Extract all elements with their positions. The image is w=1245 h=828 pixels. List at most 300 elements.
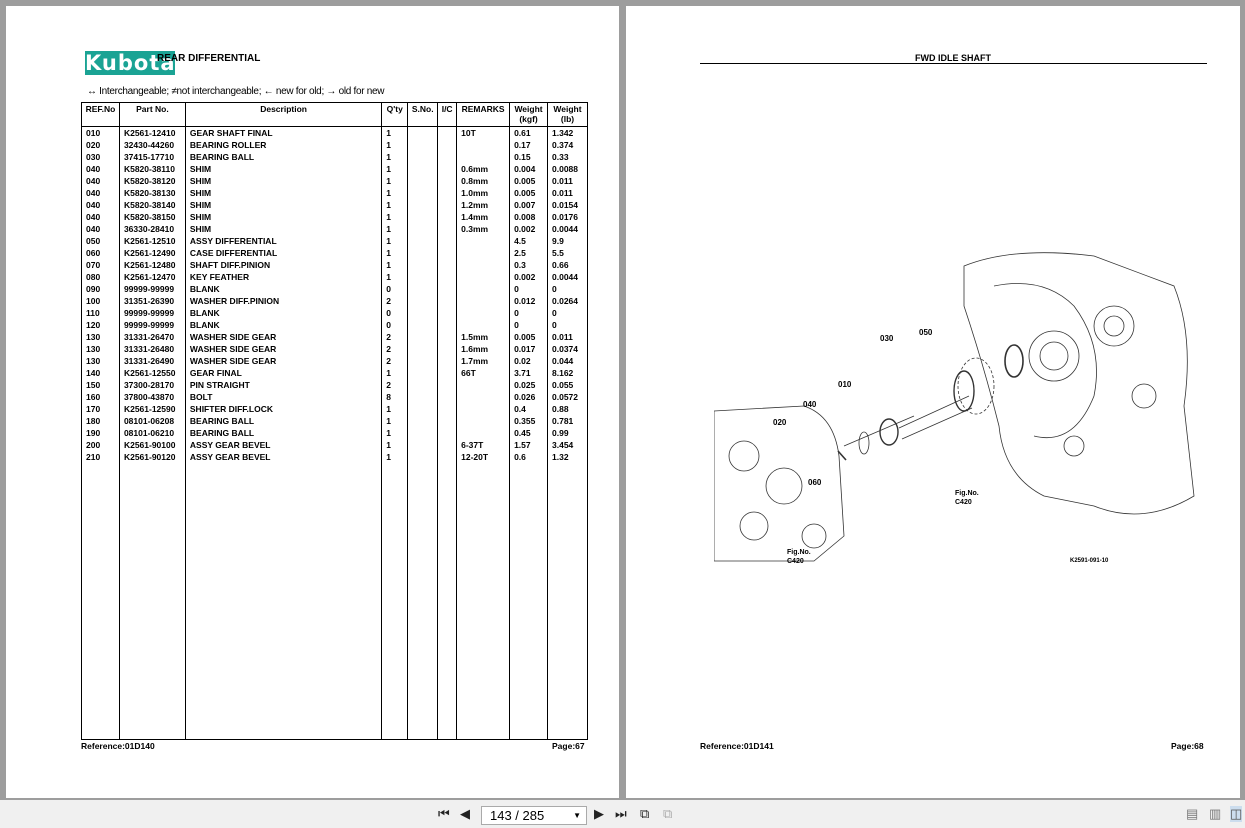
table-cell [408, 439, 438, 451]
empty-cell [438, 463, 457, 740]
table-cell: 1 [382, 235, 408, 247]
table-cell [408, 151, 438, 163]
table-row [82, 427, 588, 439]
table-row [82, 139, 588, 151]
exploded-diagram [714, 246, 1234, 576]
table-row [82, 223, 588, 235]
page-title: REAR DIFFERENTIAL [157, 53, 261, 64]
table-cell: 080 [82, 271, 120, 283]
table-cell [438, 127, 457, 140]
callout-020: 020 [773, 418, 787, 427]
table-cell: 210 [82, 451, 120, 463]
table-cell: 1.57 [510, 439, 548, 451]
table-cell [438, 403, 457, 415]
table-cell: 0 [548, 283, 588, 295]
table-row [82, 271, 588, 283]
table-cell [457, 403, 510, 415]
table-row [82, 163, 588, 175]
table-cell: 0.17 [510, 139, 548, 151]
table-cell: K2561-12550 [119, 367, 185, 379]
table-cell: 0.025 [510, 379, 548, 391]
table-cell [438, 175, 457, 187]
table-cell: 8.162 [548, 367, 588, 379]
table-cell: BEARING ROLLER [185, 139, 381, 151]
table-cell: K2561-12490 [119, 247, 185, 259]
empty-cell [185, 463, 381, 740]
table-row [82, 235, 588, 247]
table-cell: 0.005 [510, 187, 548, 199]
table-cell: 12-20T [457, 451, 510, 463]
table-cell: 0.374 [548, 139, 588, 151]
table-cell: 0.011 [548, 175, 588, 187]
table-cell: 0.002 [510, 223, 548, 235]
table-cell [408, 451, 438, 463]
table-cell [438, 259, 457, 271]
table-cell: 0.002 [510, 271, 548, 283]
table-cell [408, 295, 438, 307]
first-page-icon[interactable]: ⏮ [438, 806, 450, 821]
table-row [82, 247, 588, 259]
table-cell [438, 451, 457, 463]
table-cell: K2561-90100 [119, 439, 185, 451]
table-cell: 1 [382, 439, 408, 451]
kubota-logo: Kubota [85, 51, 176, 75]
table-cell [438, 355, 457, 367]
table-cell [408, 271, 438, 283]
table-cell: 0.008 [510, 211, 548, 223]
table-cell [457, 271, 510, 283]
table-cell: 0.011 [548, 187, 588, 199]
empty-cell [408, 463, 438, 740]
reference: Reference:01D140 [81, 741, 155, 751]
table-cell: 2 [382, 295, 408, 307]
column-header: Description [185, 103, 381, 127]
table-cell [457, 427, 510, 439]
table-cell: 050 [82, 235, 120, 247]
table-cell: K5820-38130 [119, 187, 185, 199]
table-cell [408, 379, 438, 391]
table-cell: CASE DIFFERENTIAL [185, 247, 381, 259]
table-cell: SHIM [185, 187, 381, 199]
fit-width-icon[interactable]: ⧉ [663, 806, 673, 821]
table-cell: K5820-38140 [119, 199, 185, 211]
table-cell: K2561-12510 [119, 235, 185, 247]
table-cell: 0.017 [510, 343, 548, 355]
table-cell: 1 [382, 403, 408, 415]
table-cell: SHIM [185, 175, 381, 187]
table-cell [438, 151, 457, 163]
table-row [82, 439, 588, 451]
table-cell: 1 [382, 415, 408, 427]
empty-cell [548, 463, 588, 740]
table-cell: 200 [82, 439, 120, 451]
table-cell: 2 [382, 379, 408, 391]
table-cell: 030 [82, 151, 120, 163]
table-row [82, 451, 588, 463]
table-cell: 1 [382, 367, 408, 379]
table-cell [438, 163, 457, 175]
next-page-icon[interactable]: ▶ [594, 806, 604, 821]
column-header: Part No. [119, 103, 185, 127]
table-cell: 31331-26470 [119, 331, 185, 343]
table-cell: SHIM [185, 223, 381, 235]
table-cell: 170 [82, 403, 120, 415]
table-cell: 1 [382, 259, 408, 271]
table-cell: 37415-17710 [119, 151, 185, 163]
column-header: REF.No [82, 103, 120, 127]
table-row [82, 295, 588, 307]
last-page-icon[interactable]: ⏭ [615, 806, 627, 821]
table-cell: 0.005 [510, 331, 548, 343]
table-cell: 0.005 [510, 175, 548, 187]
table-cell [457, 247, 510, 259]
table-cell: 1 [382, 187, 408, 199]
table-cell: 0.0572 [548, 391, 588, 403]
table-cell: 1.32 [548, 451, 588, 463]
table-cell: 0.0154 [548, 199, 588, 211]
table-cell [408, 235, 438, 247]
table-cell: 0.99 [548, 427, 588, 439]
table-cell: K5820-38150 [119, 211, 185, 223]
fit-page-icon[interactable]: ⧉ [640, 806, 650, 821]
table-cell: 040 [82, 163, 120, 175]
table-cell [457, 283, 510, 295]
table-cell: SHAFT DIFF.PINION [185, 259, 381, 271]
table-cell [408, 139, 438, 151]
table-cell: BEARING BALL [185, 427, 381, 439]
table-cell [408, 355, 438, 367]
table-cell: 1 [382, 451, 408, 463]
table-row [82, 307, 588, 319]
table-cell [438, 439, 457, 451]
table-cell: 1.4mm [457, 211, 510, 223]
column-header: Weight (lb) [548, 103, 588, 127]
table-cell: 0.66 [548, 259, 588, 271]
table-cell: 0 [382, 319, 408, 331]
table-cell: 99999-99999 [119, 283, 185, 295]
table-cell: 0.0374 [548, 343, 588, 355]
table-cell [408, 283, 438, 295]
table-cell [438, 139, 457, 151]
page-selector[interactable] [481, 806, 587, 825]
table-cell: 0 [548, 307, 588, 319]
table-cell: BLANK [185, 319, 381, 331]
table-cell: 1.5mm [457, 331, 510, 343]
table-cell: 99999-99999 [119, 307, 185, 319]
table-cell: 1 [382, 427, 408, 439]
column-header: I/C [438, 103, 457, 127]
column-header: Q'ty [382, 103, 408, 127]
table-cell: 120 [82, 319, 120, 331]
table-cell: 10T [457, 127, 510, 140]
table-cell: 0.026 [510, 391, 548, 403]
table-cell: 0 [382, 307, 408, 319]
table-cell: 2 [382, 355, 408, 367]
table-cell [438, 391, 457, 403]
table-cell: 0.6mm [457, 163, 510, 175]
table-cell: 4.5 [510, 235, 548, 247]
table-cell: 37800-43870 [119, 391, 185, 403]
table-cell: 0.007 [510, 199, 548, 211]
table-cell: 090 [82, 283, 120, 295]
table-cell: SHIM [185, 199, 381, 211]
table-cell: 0 [382, 283, 408, 295]
table-cell: 31331-26480 [119, 343, 185, 355]
page-number: Page:67 [552, 741, 585, 751]
table-cell: K2561-12410 [119, 127, 185, 140]
table-cell [408, 199, 438, 211]
table-cell: ASSY DIFFERENTIAL [185, 235, 381, 247]
table-cell: 190 [82, 427, 120, 439]
table-row [82, 259, 588, 271]
table-row [82, 415, 588, 427]
table-cell [438, 379, 457, 391]
table-cell: 1.2mm [457, 199, 510, 211]
table-cell: 1.7mm [457, 355, 510, 367]
table-cell: 020 [82, 139, 120, 151]
table-cell [457, 151, 510, 163]
callout-060: 060 [808, 478, 822, 487]
table-cell: 0.055 [548, 379, 588, 391]
page-indicator: 143 / 285 [490, 808, 545, 823]
table-row [82, 403, 588, 415]
table-cell [457, 307, 510, 319]
table-cell: 08101-06210 [119, 427, 185, 439]
table-cell [408, 307, 438, 319]
callout-050: 050 [919, 328, 933, 337]
table-cell [408, 343, 438, 355]
reference: Reference:01D141 [700, 741, 774, 751]
table-cell [408, 403, 438, 415]
table-cell [408, 331, 438, 343]
column-header: S.No. [408, 103, 438, 127]
table-row [82, 127, 588, 140]
table-cell: 0.6 [510, 451, 548, 463]
table-cell [438, 307, 457, 319]
table-cell: 160 [82, 391, 120, 403]
continuous-view-icon[interactable]: ▥ [1209, 806, 1222, 821]
table-cell: 6-37T [457, 439, 510, 451]
table-cell: 130 [82, 331, 120, 343]
table-cell: WASHER DIFF.PINION [185, 295, 381, 307]
table-cell [438, 187, 457, 199]
table-cell: 1.0mm [457, 187, 510, 199]
table-cell: K2561-90120 [119, 451, 185, 463]
table-cell: GEAR FINAL [185, 367, 381, 379]
table-cell: SHIM [185, 163, 381, 175]
table-cell [408, 127, 438, 140]
table-cell: 1 [382, 199, 408, 211]
table-cell [457, 415, 510, 427]
table-cell: K2561-12470 [119, 271, 185, 283]
table-row [82, 367, 588, 379]
table-cell: 010 [82, 127, 120, 140]
table-cell: BEARING BALL [185, 415, 381, 427]
table-cell [457, 379, 510, 391]
table-cell [457, 391, 510, 403]
table-cell: 1.6mm [457, 343, 510, 355]
table-cell: K5820-38110 [119, 163, 185, 175]
table-cell [408, 319, 438, 331]
table-cell: 99999-99999 [119, 319, 185, 331]
table-cell: WASHER SIDE GEAR [185, 343, 381, 355]
table-cell: 110 [82, 307, 120, 319]
title-rule [700, 63, 1207, 64]
table-cell [408, 259, 438, 271]
table-cell [438, 247, 457, 259]
table-cell: 0.88 [548, 403, 588, 415]
table-row [82, 283, 588, 295]
table-cell: 0.012 [510, 295, 548, 307]
table-cell: 3.71 [510, 367, 548, 379]
table-cell: 040 [82, 175, 120, 187]
table-cell: 180 [82, 415, 120, 427]
table-row [82, 211, 588, 223]
fig-ref: C420 [955, 499, 972, 506]
table-cell [457, 319, 510, 331]
table-cell: 36330-28410 [119, 223, 185, 235]
table-row [82, 199, 588, 211]
table-cell: 31351-26390 [119, 295, 185, 307]
table-cell: 2 [382, 343, 408, 355]
table-cell: KEY FEATHER [185, 271, 381, 283]
table-cell [438, 199, 457, 211]
table-cell [408, 391, 438, 403]
table-cell: K5820-38120 [119, 175, 185, 187]
table-row [82, 175, 588, 187]
table-cell [438, 343, 457, 355]
table-cell: 1 [382, 271, 408, 283]
table-cell: 0 [510, 319, 548, 331]
table-cell [438, 295, 457, 307]
table-cell: 0 [510, 307, 548, 319]
table-cell: 150 [82, 379, 120, 391]
table-cell [408, 247, 438, 259]
table-cell [438, 331, 457, 343]
table-cell: 0.011 [548, 331, 588, 343]
table-cell [408, 175, 438, 187]
table-cell: BOLT [185, 391, 381, 403]
page-number: Page:68 [1171, 741, 1204, 751]
table-cell: 31331-26490 [119, 355, 185, 367]
table-cell: 0.33 [548, 151, 588, 163]
table-cell: 040 [82, 211, 120, 223]
viewer-toolbar [0, 800, 1245, 828]
table-cell: BEARING BALL [185, 151, 381, 163]
table-cell [457, 235, 510, 247]
table-cell: 0.044 [548, 355, 588, 367]
empty-cell [457, 463, 510, 740]
table-cell [457, 139, 510, 151]
table-cell [408, 187, 438, 199]
table-cell [457, 259, 510, 271]
table-cell: K2561-12590 [119, 403, 185, 415]
fig-ref: C420 [787, 558, 804, 565]
table-cell: 0.0088 [548, 163, 588, 175]
legend: ↔ Interchangeable; ≠not interchangeable; ← new for old; → old for new [87, 86, 385, 97]
single-page-view-icon[interactable]: ▤ [1186, 806, 1199, 821]
table-cell: PIN STRAIGHT [185, 379, 381, 391]
table-cell: SHIFTER DIFF.LOCK [185, 403, 381, 415]
table-cell [438, 415, 457, 427]
left-page [6, 6, 619, 798]
table-cell: 0.8mm [457, 175, 510, 187]
table-cell: 1 [382, 163, 408, 175]
table-cell: 9.9 [548, 235, 588, 247]
table-cell [438, 319, 457, 331]
drawing-id: K2591-091-10 [1070, 558, 1109, 564]
callout-030: 030 [880, 334, 894, 343]
table-cell: 1.342 [548, 127, 588, 140]
empty-cell [82, 463, 120, 740]
table-cell: 0.0264 [548, 295, 588, 307]
fig-ref-label: Fig.No. [787, 549, 811, 556]
table-cell: 32430-44260 [119, 139, 185, 151]
previous-page-icon[interactable]: ◀ [460, 806, 470, 821]
empty-cell [382, 463, 408, 740]
table-cell: 0.0044 [548, 271, 588, 283]
table-cell: K2561-12480 [119, 259, 185, 271]
table-cell: 1 [382, 247, 408, 259]
table-cell: 1 [382, 139, 408, 151]
empty-cell [119, 463, 185, 740]
table-cell: 060 [82, 247, 120, 259]
table-cell: 0.781 [548, 415, 588, 427]
table-cell [408, 415, 438, 427]
table-cell: 08101-06208 [119, 415, 185, 427]
table-cell: 070 [82, 259, 120, 271]
table-cell: 130 [82, 355, 120, 367]
empty-cell [510, 463, 548, 740]
table-cell [438, 211, 457, 223]
table-cell: 0.02 [510, 355, 548, 367]
page-title: FWD IDLE SHAFT [915, 53, 991, 63]
table-cell: 0.355 [510, 415, 548, 427]
table-cell: 140 [82, 367, 120, 379]
table-cell: 8 [382, 391, 408, 403]
table-cell [438, 271, 457, 283]
table-cell: 37300-28170 [119, 379, 185, 391]
table-cell: 3.454 [548, 439, 588, 451]
two-page-view-icon[interactable]: ◫ [1230, 806, 1243, 821]
table-cell: 0.61 [510, 127, 548, 140]
table-cell: 0.3 [510, 259, 548, 271]
table-cell: 040 [82, 187, 120, 199]
table-cell: 0.3mm [457, 223, 510, 235]
table-cell [408, 211, 438, 223]
table-cell: 1 [382, 175, 408, 187]
table-cell: SHIM [185, 211, 381, 223]
table-cell: 2.5 [510, 247, 548, 259]
table-cell: WASHER SIDE GEAR [185, 331, 381, 343]
fig-ref-label: Fig.No. [955, 490, 979, 497]
table-row [82, 319, 588, 331]
table-cell: 0.4 [510, 403, 548, 415]
table-cell [408, 367, 438, 379]
chevron-down-icon: ▼ [573, 811, 581, 820]
table-cell: 0.15 [510, 151, 548, 163]
table-row [82, 355, 588, 367]
table-row [82, 331, 588, 343]
table-row [82, 391, 588, 403]
table-cell: 1 [382, 151, 408, 163]
column-header: Weight (kgf) [510, 103, 548, 127]
table-cell: 1 [382, 127, 408, 140]
table-cell: 1 [382, 223, 408, 235]
table-cell [408, 223, 438, 235]
table-cell: 040 [82, 223, 120, 235]
table-row [82, 187, 588, 199]
